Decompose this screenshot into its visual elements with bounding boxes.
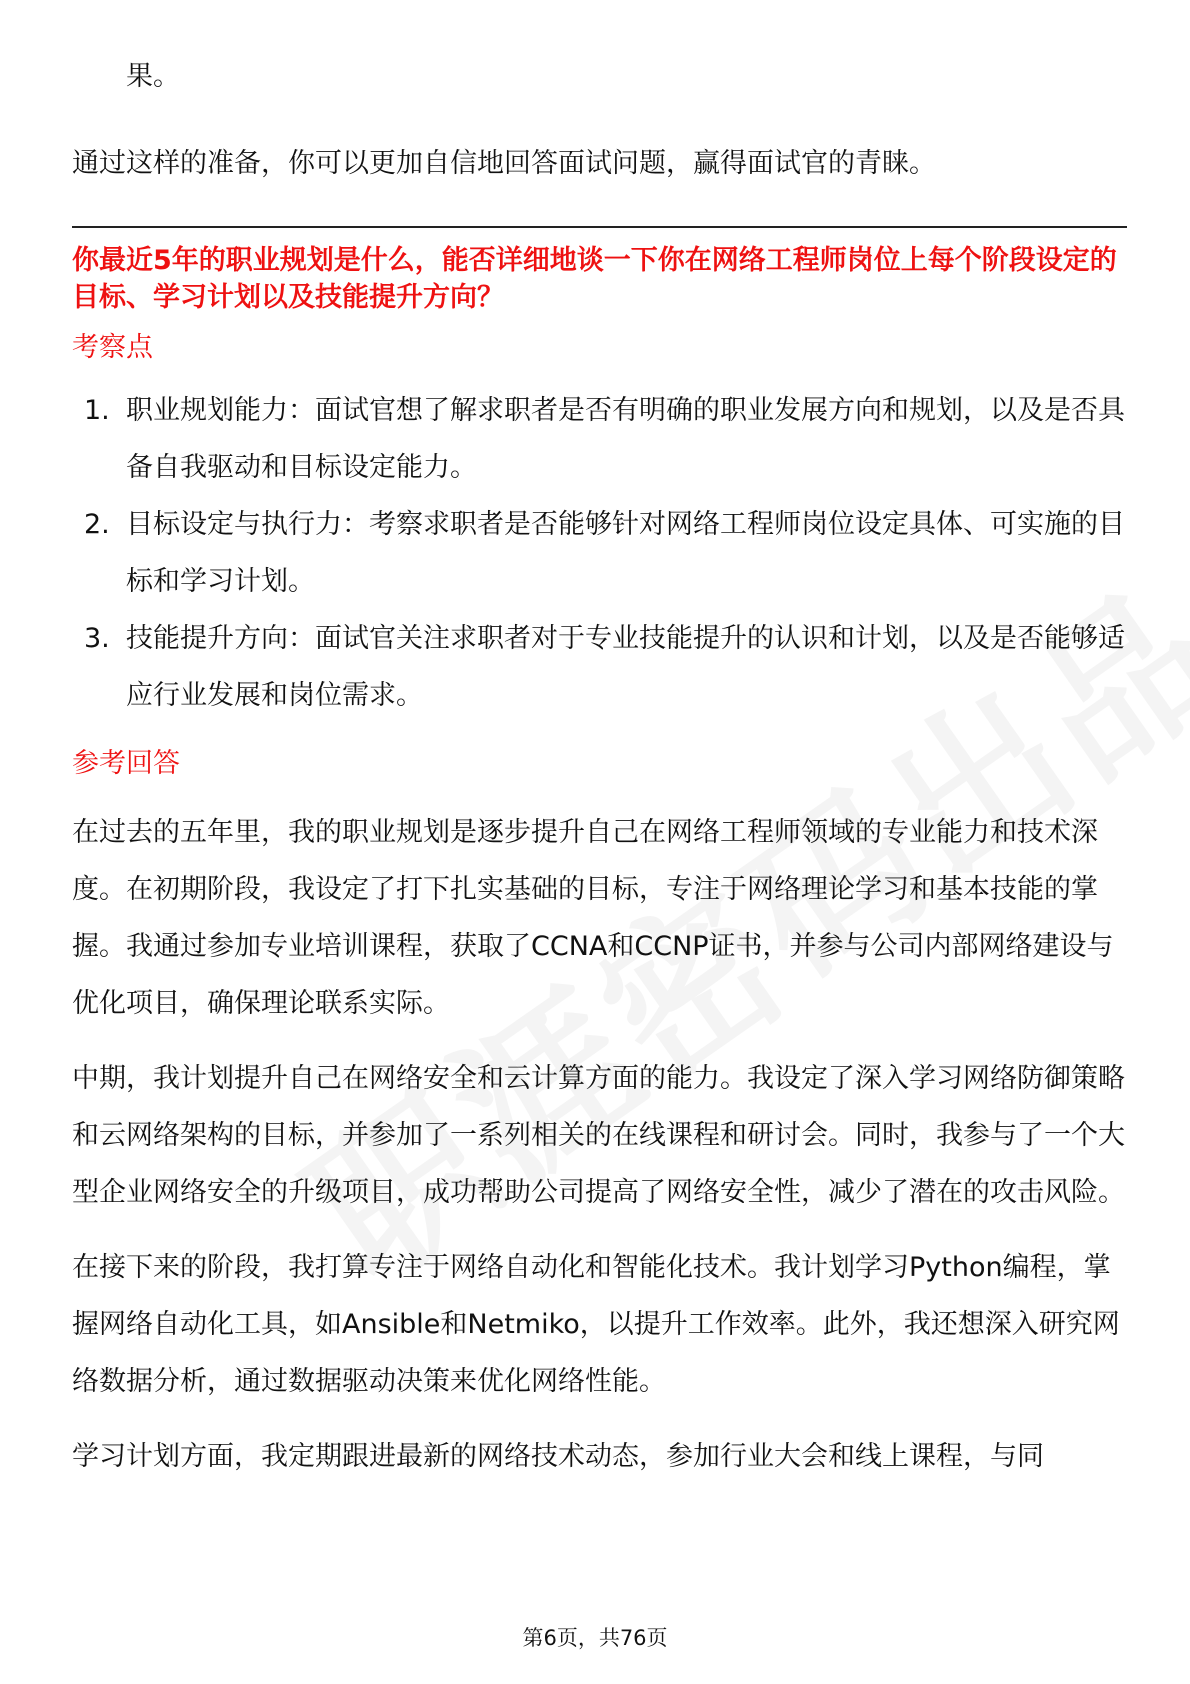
list-item — [72, 382, 1127, 496]
page-content — [72, 48, 1127, 1485]
previous-section-tail: 果。 — [126, 61, 180, 92]
section-divider — [72, 226, 1127, 228]
interview-question: 你最近5年的职业规划是什么，能否详细地谈一下你在网络工程师岗位上每个阶段设定的目标、学习计划以及技能提升方向？ — [72, 245, 1117, 313]
list-item-text: 职业规划能力：面试官想了解求职者是否有明确的职业发展方向和规划，以及是否具备自我驱动和目标设定能力。 — [126, 395, 1125, 483]
list-item-number: 2. — [84, 509, 110, 540]
page-number-footer: 第6页，共76页 — [522, 1626, 668, 1650]
answer-paragraph: 在过去的五年里，我的职业规划是逐步提升自己在网络工程师领域的专业能力和技术深度。在初期阶段，我设定了打下扎实基础的目标，专注于网络理论学习和基本技能的掌握。我通过参加专业培训课程，获取了CCNA和CCNP证书，并参与公司内部网络建设与优化项目，确保理论联系实际。 — [72, 817, 1114, 1019]
answer-paragraph: 学习计划方面，我定期跟进最新的网络技术动态，参加行业大会和线上课程，与同 — [72, 1441, 1044, 1472]
answer-heading: 参考回答 — [72, 748, 180, 779]
list-item-number: 1. — [84, 395, 110, 426]
considerations-list — [72, 382, 1127, 724]
list-item — [72, 496, 1127, 610]
considerations-heading: 考察点 — [72, 332, 153, 363]
list-item — [72, 610, 1127, 724]
answer-paragraph: 在接下来的阶段，我打算专注于网络自动化和智能化技术。我计划学习Python编程，掌握网络自动化工具，如Ansible和Netmiko，以提升工作效率。此外，我还想深入研究网络数据分析，通过数据驱动决策来优化网络性能。 — [72, 1252, 1120, 1397]
previous-section-closing: 通过这样的准备，你可以更加自信地回答面试问题，赢得面试官的青睐。 — [72, 148, 936, 179]
answer-paragraph: 中期，我计划提升自己在网络安全和云计算方面的能力。我设定了深入学习网络防御策略和云网络架构的目标，并参加了一系列相关的在线课程和研讨会。同时，我参与了一个大型企业网络安全的升级项目，成功帮助公司提高了网络安全性，减少了潜在的攻击风险。 — [72, 1063, 1125, 1208]
list-item-number: 3. — [84, 623, 110, 654]
list-item-text: 技能提升方向：面试官关注求职者对于专业技能提升的认识和计划，以及是否能够适应行业发展和岗位需求。 — [126, 623, 1125, 711]
list-item-text: 目标设定与执行力：考察求职者是否能够针对网络工程师岗位设定具体、可实施的目标和学习计划。 — [126, 509, 1125, 597]
